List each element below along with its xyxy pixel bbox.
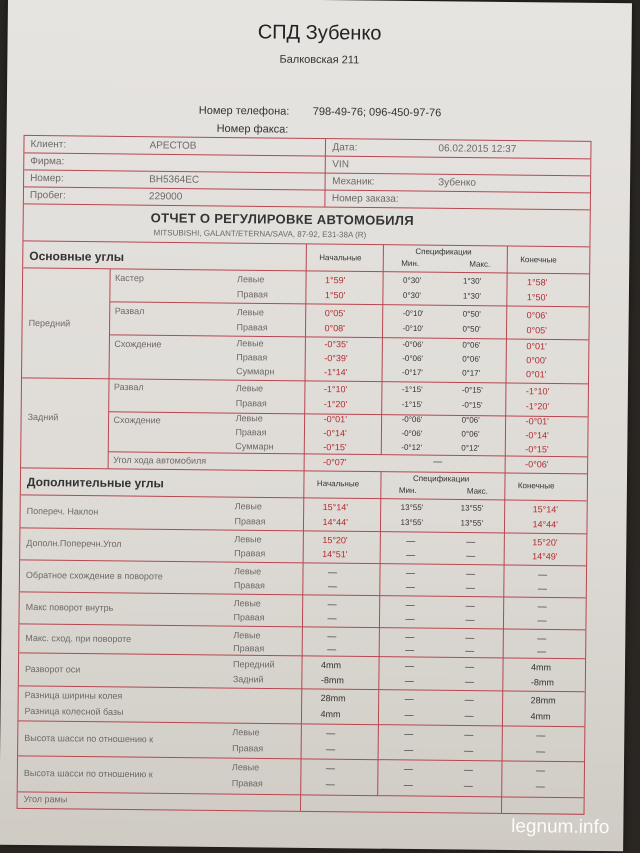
extra-sub-label: Правая bbox=[233, 642, 265, 653]
dash-cell: — bbox=[465, 582, 475, 593]
extra-final-cell: 15°14' bbox=[532, 504, 559, 515]
dash-cell: — bbox=[403, 779, 413, 791]
main-initial-cell: -0°35' bbox=[324, 339, 348, 350]
dash-cell: — bbox=[466, 536, 476, 547]
extra-row-label: Попереч. Наклон bbox=[26, 505, 99, 517]
dash-cell: — bbox=[464, 729, 474, 740]
toe-front-label: Схождение bbox=[114, 338, 162, 350]
mechanic-label: Механик: bbox=[332, 176, 375, 188]
dash-cell: — bbox=[406, 535, 416, 547]
main-max-cell: 0°12' bbox=[461, 443, 480, 453]
extra-initial-cell: 14°51' bbox=[322, 549, 348, 560]
extra-row-label: Макс поворот внутрь bbox=[25, 601, 114, 613]
extra-initial-cell: 4mm bbox=[320, 660, 342, 671]
main-min-cell: -1°15' bbox=[401, 384, 423, 395]
sub-left: Левые bbox=[235, 413, 263, 424]
sub-right: Правая bbox=[236, 352, 268, 363]
sub-right: Правая bbox=[236, 289, 269, 300]
contact-block bbox=[7, 0, 632, 143]
dash-cell: — bbox=[405, 567, 416, 579]
sub-left: Левые bbox=[235, 383, 264, 394]
dash-cell: — bbox=[327, 581, 337, 592]
sub-right: Правая bbox=[236, 322, 268, 333]
main-min-cell: -0°06' bbox=[402, 339, 424, 350]
extra-sub-label: Правая bbox=[232, 742, 264, 753]
main-initial-cell: -0°01' bbox=[323, 414, 348, 425]
extra-sub-label: Левые bbox=[234, 534, 262, 545]
dash-cell: — bbox=[404, 675, 414, 686]
main-final-cell: -0°14' bbox=[525, 430, 549, 441]
date-value: 06.02.2015 12:37 bbox=[438, 143, 517, 156]
extra-final-cell: 14°44' bbox=[532, 518, 558, 530]
main-initial-cell: 1°59' bbox=[325, 275, 346, 286]
firm-label: Фирма: bbox=[30, 155, 65, 168]
main-col-final: Конечные bbox=[520, 255, 557, 265]
main-min-cell: -0°06' bbox=[401, 414, 423, 425]
dash-cell: — bbox=[404, 660, 415, 672]
main-col-min: Мин. bbox=[401, 258, 420, 269]
dash-cell: — bbox=[327, 631, 337, 642]
report-subtitle: MITSUBISHI, GALANT/ETERNA/SAVA, 87-92, E31-38A (R) bbox=[153, 228, 367, 240]
main-final-cell: -0°15' bbox=[525, 444, 549, 455]
dash-cell: — bbox=[326, 728, 336, 739]
watermark: legnum.info bbox=[511, 816, 610, 839]
dash-cell: — bbox=[464, 661, 475, 672]
extra-max-cell: 13°55' bbox=[460, 503, 484, 513]
sub-right: Правая bbox=[235, 427, 267, 438]
dash-cell: — bbox=[537, 615, 547, 626]
extra-final-cell: -8mm bbox=[530, 676, 554, 687]
dash-cell: — bbox=[405, 631, 415, 643]
extra-sub-label: Левые bbox=[232, 727, 260, 738]
main-initial-cell: -1°20' bbox=[323, 399, 348, 410]
sub-left: Левые bbox=[236, 307, 264, 318]
extra-row-label: Разворот оси bbox=[24, 663, 81, 675]
extra-row-label: Высота шасси по отношению к bbox=[23, 767, 153, 780]
company-name: СПД Зубенко bbox=[257, 21, 382, 45]
dash-cell: — bbox=[403, 763, 414, 775]
main-max-cell: 0°06' bbox=[461, 415, 480, 425]
thrust-final: -0°06' bbox=[525, 459, 549, 470]
dash-cell: — bbox=[464, 694, 474, 705]
extra-final-cell: 4mm bbox=[530, 662, 552, 673]
main-max-cell: 0°06' bbox=[462, 340, 481, 350]
extra-min-cell: 13°55' bbox=[400, 517, 424, 527]
dash-cell: — bbox=[405, 599, 415, 611]
main-final-cell: -1°10' bbox=[525, 386, 550, 397]
thrust-label: Угол хода автомобиля bbox=[113, 454, 207, 466]
extra-sub-label: Правая bbox=[231, 778, 263, 789]
number-value: ВН5364ЕС bbox=[149, 174, 200, 186]
phone-value: 798-49-76; 096-450-97-76 bbox=[312, 105, 442, 120]
extra-initial-cell: 15°14' bbox=[322, 502, 349, 513]
dash-cell: — bbox=[464, 710, 474, 721]
main-min-cell: -0°10' bbox=[402, 323, 424, 334]
extra-sub-label: Левые bbox=[233, 630, 261, 641]
dash-cell: — bbox=[327, 567, 338, 578]
extra-sub-label: Правая bbox=[234, 548, 266, 559]
thrust-initial: -0°07' bbox=[323, 457, 347, 468]
company-address: Балковская 211 bbox=[279, 53, 360, 67]
mileage-label: Пробег: bbox=[29, 189, 66, 202]
dash-cell: — bbox=[405, 581, 415, 593]
main-min-cell: 0°30' bbox=[403, 275, 422, 286]
extra-max-cell: 13°55' bbox=[460, 518, 484, 528]
sub-total: Суммарн bbox=[235, 441, 274, 452]
main-initial-cell: 0°05' bbox=[324, 308, 346, 319]
extra-sub-label: Левые bbox=[233, 598, 261, 609]
dash-cell: — bbox=[465, 632, 475, 643]
dash-cell: — bbox=[465, 568, 476, 579]
dash-cell: — bbox=[404, 709, 414, 720]
camber-front-label: Развал bbox=[114, 305, 145, 317]
main-max-cell: 0°06' bbox=[462, 354, 481, 364]
dash-cell: — bbox=[535, 781, 545, 792]
main-max-cell: 0°17' bbox=[462, 368, 481, 378]
sub-total: Суммарн bbox=[236, 366, 275, 377]
main-col-spec: Спецификации bbox=[415, 247, 472, 257]
main-final-cell: -1°20' bbox=[525, 401, 550, 412]
dash-cell: — bbox=[463, 780, 473, 791]
extra-col-final: Конечные bbox=[517, 481, 555, 491]
main-min-cell: -0°12' bbox=[401, 442, 423, 453]
main-initial-cell: -1°10' bbox=[323, 384, 348, 395]
extra-col-spec: Спецификации bbox=[412, 474, 470, 484]
dash-cell: — bbox=[405, 613, 415, 625]
vin-label: VIN bbox=[332, 159, 350, 171]
fax-label: Номер факса: bbox=[216, 122, 289, 136]
client-label: Клиент: bbox=[30, 138, 67, 151]
extra-sub-label: Передний bbox=[232, 659, 275, 670]
sub-right: Правая bbox=[235, 398, 267, 409]
extra-row-label: Высота шасси по отношению к bbox=[24, 732, 154, 744]
dash-cell: — bbox=[537, 633, 547, 644]
toe-rear-label: Схождение bbox=[113, 414, 161, 426]
dash-cell: — bbox=[537, 645, 547, 656]
main-max-cell: -0°15' bbox=[461, 385, 483, 395]
mileage-value: 229000 bbox=[148, 191, 183, 203]
dash-cell: — bbox=[465, 614, 475, 625]
extra-sub-label: Левые bbox=[231, 762, 260, 773]
extra-initial-cell: 14°44' bbox=[322, 516, 348, 527]
extra-sub-label: Задний bbox=[232, 673, 264, 684]
extra-final-cell: 4mm bbox=[530, 710, 551, 721]
main-section-title: Основные углы bbox=[29, 248, 125, 264]
client-value: АРЕСТОВ bbox=[149, 140, 197, 152]
main-final-cell: 0°06' bbox=[526, 310, 548, 321]
rear-label: Задний bbox=[27, 411, 59, 423]
sub-left: Левые bbox=[236, 338, 264, 349]
extra-col-max: Макс. bbox=[466, 486, 488, 496]
extra-row-label: Дополн.Поперечн.Угол bbox=[26, 537, 122, 549]
extra-sub-label: Правая bbox=[233, 580, 265, 591]
report-table bbox=[17, 135, 592, 815]
main-initial-cell: -0°15' bbox=[323, 442, 347, 453]
main-final-cell: 0°05' bbox=[526, 325, 547, 336]
dash-cell: — bbox=[327, 613, 337, 624]
main-min-cell: -0°06' bbox=[401, 428, 423, 439]
dash-cell: — bbox=[535, 765, 545, 776]
camber-rear-label: Развал bbox=[113, 381, 144, 393]
dash-cell: — bbox=[404, 728, 414, 740]
main-final-cell: 0°01' bbox=[526, 341, 547, 352]
dash-cell: — bbox=[536, 745, 546, 756]
caster-label: Кастер bbox=[115, 272, 144, 284]
main-min-cell: -0°06' bbox=[402, 353, 424, 364]
main-min-cell: -0°17' bbox=[402, 367, 423, 378]
sub-left: Левые bbox=[237, 274, 265, 285]
main-final-cell: -0°01' bbox=[525, 416, 549, 427]
thrust-min: — bbox=[433, 456, 443, 467]
extra-min-cell: 13°55' bbox=[400, 502, 424, 513]
main-max-cell: 1°30' bbox=[462, 291, 482, 301]
dash-cell: — bbox=[536, 730, 546, 741]
mechanic-value: Зубенко bbox=[438, 177, 477, 189]
dash-cell: — bbox=[327, 599, 337, 610]
dash-cell: — bbox=[405, 644, 415, 655]
extra-sub-label: Левые bbox=[233, 566, 262, 577]
extra-col-initial: Начальные bbox=[316, 478, 360, 489]
main-final-cell: 0°01' bbox=[526, 369, 547, 380]
extra-row-label: Обратное схождение в повороте bbox=[25, 569, 163, 582]
main-initial-cell: -0°39' bbox=[324, 353, 348, 364]
dash-cell: — bbox=[466, 550, 476, 561]
extra-sub-label: Правая bbox=[234, 515, 266, 526]
extra-col-min: Мин. bbox=[398, 485, 417, 496]
phone-label: Номер телефона: bbox=[198, 104, 290, 118]
extra-initial-cell: 4mm bbox=[320, 708, 341, 719]
dash-cell: — bbox=[465, 645, 475, 656]
extra-initial-cell: -8mm bbox=[320, 674, 344, 685]
main-max-cell: 1°30' bbox=[463, 276, 482, 286]
dash-cell: — bbox=[327, 643, 337, 654]
extra-sub-label: Левые bbox=[234, 501, 262, 512]
dash-cell: — bbox=[537, 601, 547, 612]
main-final-cell: 1°58' bbox=[527, 277, 548, 288]
extra-row-label: Разница ширины колея bbox=[24, 689, 123, 701]
extra-row-label: Разница колесной базы bbox=[24, 705, 124, 717]
dash-cell: — bbox=[404, 744, 414, 755]
main-initial-cell: -0°14' bbox=[323, 428, 347, 439]
dash-cell: — bbox=[325, 763, 336, 774]
number-label: Номер: bbox=[30, 172, 64, 185]
extra-final-cell: 28mm bbox=[530, 695, 556, 706]
extra-initial-cell: 28mm bbox=[320, 693, 346, 704]
main-min-cell: -1°15' bbox=[401, 399, 423, 410]
main-initial-cell: 1°50' bbox=[324, 290, 346, 301]
date-label: Дата: bbox=[332, 142, 358, 154]
dash-cell: — bbox=[537, 569, 548, 580]
dash-cell: — bbox=[404, 693, 414, 705]
order-label: Номер заказа: bbox=[331, 193, 399, 205]
main-min-cell: -0°10' bbox=[402, 308, 424, 319]
extra-sub-label: Правая bbox=[233, 612, 265, 623]
main-final-cell: 1°50' bbox=[526, 292, 548, 303]
front-label: Передний bbox=[28, 317, 71, 329]
extra-final-cell: 14°49' bbox=[532, 551, 558, 562]
main-max-cell: 0°06' bbox=[461, 429, 480, 439]
main-initial-cell: 0°08' bbox=[324, 323, 345, 334]
extra-row-label: Угол рамы bbox=[23, 793, 68, 805]
extra-final-cell: 15°20' bbox=[532, 537, 558, 548]
dash-cell: — bbox=[465, 600, 475, 611]
extra-row-label: Макс. сход. при повороте bbox=[25, 632, 132, 644]
main-initial-cell: -1°14' bbox=[324, 367, 348, 378]
extra-section-title: Дополнительные углы bbox=[26, 474, 164, 491]
report-title: ОТЧЕТ О РЕГУЛИРОВКЕ АВТОМОБИЛЯ bbox=[150, 210, 415, 228]
main-col-max: Макс. bbox=[469, 259, 491, 269]
dash-cell: — bbox=[463, 764, 474, 775]
dash-cell: — bbox=[325, 779, 335, 790]
main-final-cell: 0°00' bbox=[526, 355, 547, 366]
main-max-cell: 0°50' bbox=[462, 309, 481, 319]
main-max-cell: 0°50' bbox=[462, 324, 481, 334]
main-min-cell: 0°30' bbox=[402, 290, 422, 301]
dash-cell: — bbox=[537, 583, 547, 594]
dash-cell: — bbox=[406, 549, 416, 561]
dash-cell: — bbox=[464, 745, 474, 756]
dash-cell: — bbox=[326, 743, 336, 754]
dash-cell: — bbox=[464, 676, 474, 687]
main-max-cell: -0°15' bbox=[461, 400, 483, 410]
extra-initial-cell: 15°20' bbox=[322, 535, 348, 546]
main-col-initial: Начальные bbox=[319, 253, 362, 263]
